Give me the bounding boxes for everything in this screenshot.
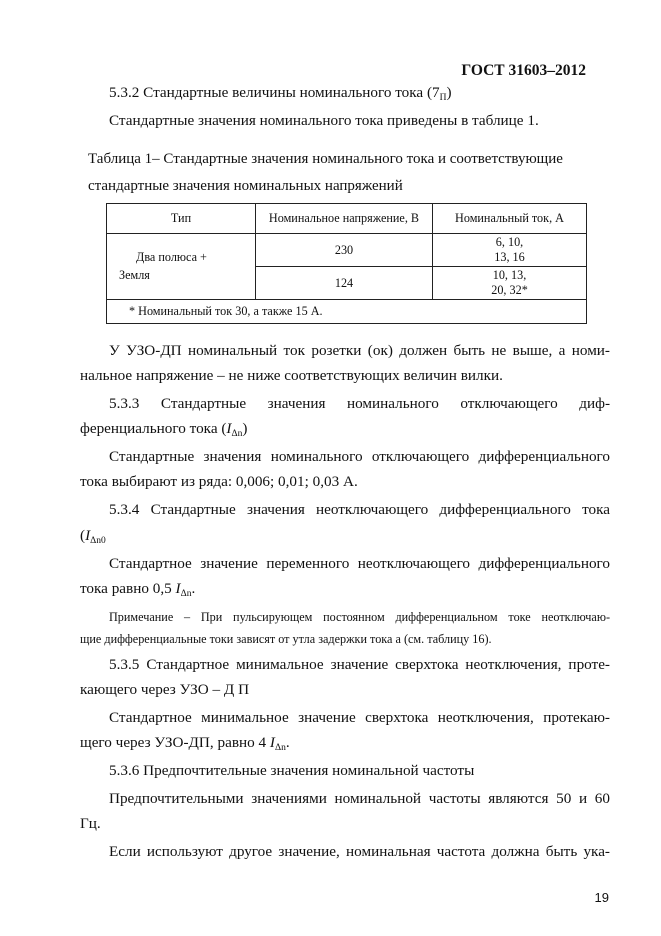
section-5-3-4-heading-line2 xyxy=(80,527,610,545)
current-line2: 20, 32* xyxy=(491,283,528,297)
section-5-3-3-paragraph-line1: Стандартные значения номинального отключающего дифференциального xyxy=(109,448,610,465)
section-5-3-4-paragraph-line2 xyxy=(80,580,610,598)
type-line1: Два полюса + xyxy=(136,250,207,264)
table-header-row xyxy=(107,204,587,234)
heading-subscript: П xyxy=(439,93,447,103)
current-symbol: I xyxy=(226,420,232,437)
note-line2: щие дифференциальные токи зависят от утла задержки тока а (см. таблицу 16). xyxy=(80,632,492,646)
uzo-paragraph-line2: нальное напряжение – не ниже соответствующих величин вилки. xyxy=(80,367,503,384)
section-5-3-5-paragraph-line1: Стандартное минимальное значение сверхтока неотключения, протекаю- xyxy=(109,709,610,726)
table-row xyxy=(107,234,587,267)
section-5-3-3-paragraph-line2: тока выбирают из ряда: 0,006; 0,01; 0,03 А. xyxy=(80,473,358,490)
section-5-3-2-heading xyxy=(109,84,452,102)
header-current: Номинальный ток, А xyxy=(433,204,587,234)
table-footnote: * Номинальный ток 30, а также 15 А. xyxy=(107,300,587,324)
header-type: Тип xyxy=(107,204,256,234)
current-symbol: I xyxy=(85,527,91,544)
period: . xyxy=(285,734,290,751)
current-symbol: I xyxy=(175,580,181,597)
table-1 xyxy=(106,203,587,324)
section-5-3-5-paragraph-line2 xyxy=(80,734,610,752)
page-number: 19 xyxy=(594,890,609,905)
section-5-3-5-heading-line2: кающего через УЗО – Д П xyxy=(80,681,250,698)
period: . xyxy=(191,580,196,597)
section-5-3-6-heading: 5.3.6 Предпочтительные значения номинальной частоты xyxy=(109,762,475,779)
heading-close-paren: ) xyxy=(446,84,452,101)
cell-current xyxy=(433,267,587,300)
current-line2: 13, 16 xyxy=(494,250,525,264)
current-subscript: Δn xyxy=(180,589,192,599)
paragraph-text: тока равно 0,5 xyxy=(80,580,176,597)
current-line1: 6, 10, xyxy=(495,235,524,249)
current-line1: 10, 13, xyxy=(492,268,527,282)
section-5-3-3-heading-line2 xyxy=(80,420,610,438)
section-5-3-4-heading-line1: 5.3.4 Стандартные значения неотключающего дифференциального тока xyxy=(109,501,610,518)
note-line1: Примечание – При пульсирующем постоянном дифференциальном токе неотключаю- xyxy=(109,610,610,624)
type-line2: Земля xyxy=(119,268,150,282)
document-code-header: ГОСТ 31603–2012 xyxy=(461,62,586,79)
section-5-3-4-paragraph-line1: Стандартное значение переменного неотключающего дифференциального xyxy=(109,555,610,572)
table-caption-line2: стандартные значения номинальных напряжений xyxy=(88,178,403,194)
current-subscript: Δn0 xyxy=(90,536,106,546)
section-5-3-6-paragraph-line2: Гц. xyxy=(80,815,101,832)
section-5-3-3-heading-line1: 5.3.3 Стандартные значения номинального отключающего диф- xyxy=(109,395,610,412)
heading-close-paren: ) xyxy=(242,420,248,437)
cell-current xyxy=(433,234,587,267)
table-caption-line1: Таблица 1– Стандартные значения номинального тока и соответствующие xyxy=(88,151,563,167)
heading-open-paren: ( xyxy=(80,527,86,544)
header-voltage: Номинальное напряжение, В xyxy=(256,204,433,234)
current-symbol: I xyxy=(269,734,275,751)
current-subscript: Δn xyxy=(274,743,286,753)
heading-text: 5.3.2 Стандартные величины номинального тока (7 xyxy=(109,84,440,101)
section-5-3-6-paragraph-line1: Предпочтительными значениями номинальной частоты являются 50 и 60 xyxy=(109,790,610,807)
uzo-paragraph-line1: У УЗО-ДП номинальный ток розетки (ок) должен быть не выше, а номи- xyxy=(109,342,610,359)
cell-voltage: 230 xyxy=(256,234,433,267)
current-subscript: Δn xyxy=(231,429,243,439)
section-5-3-6-paragraph2-line1: Если используют другое значение, номинальная частота должна быть ука- xyxy=(109,843,610,860)
paragraph-text: щего через УЗО-ДП, равно 4 xyxy=(80,734,270,751)
section-5-3-5-heading-line1: 5.3.5 Стандартное минимальное значение сверхтока неотключения, проте- xyxy=(109,656,610,673)
heading-text: ференциального тока ( xyxy=(80,420,227,437)
section-5-3-2-paragraph: Стандартные значения номинального тока приведены в таблице 1. xyxy=(109,112,539,129)
cell-type xyxy=(107,234,256,300)
table-footnote-row xyxy=(107,300,587,324)
cell-voltage: 124 xyxy=(256,267,433,300)
